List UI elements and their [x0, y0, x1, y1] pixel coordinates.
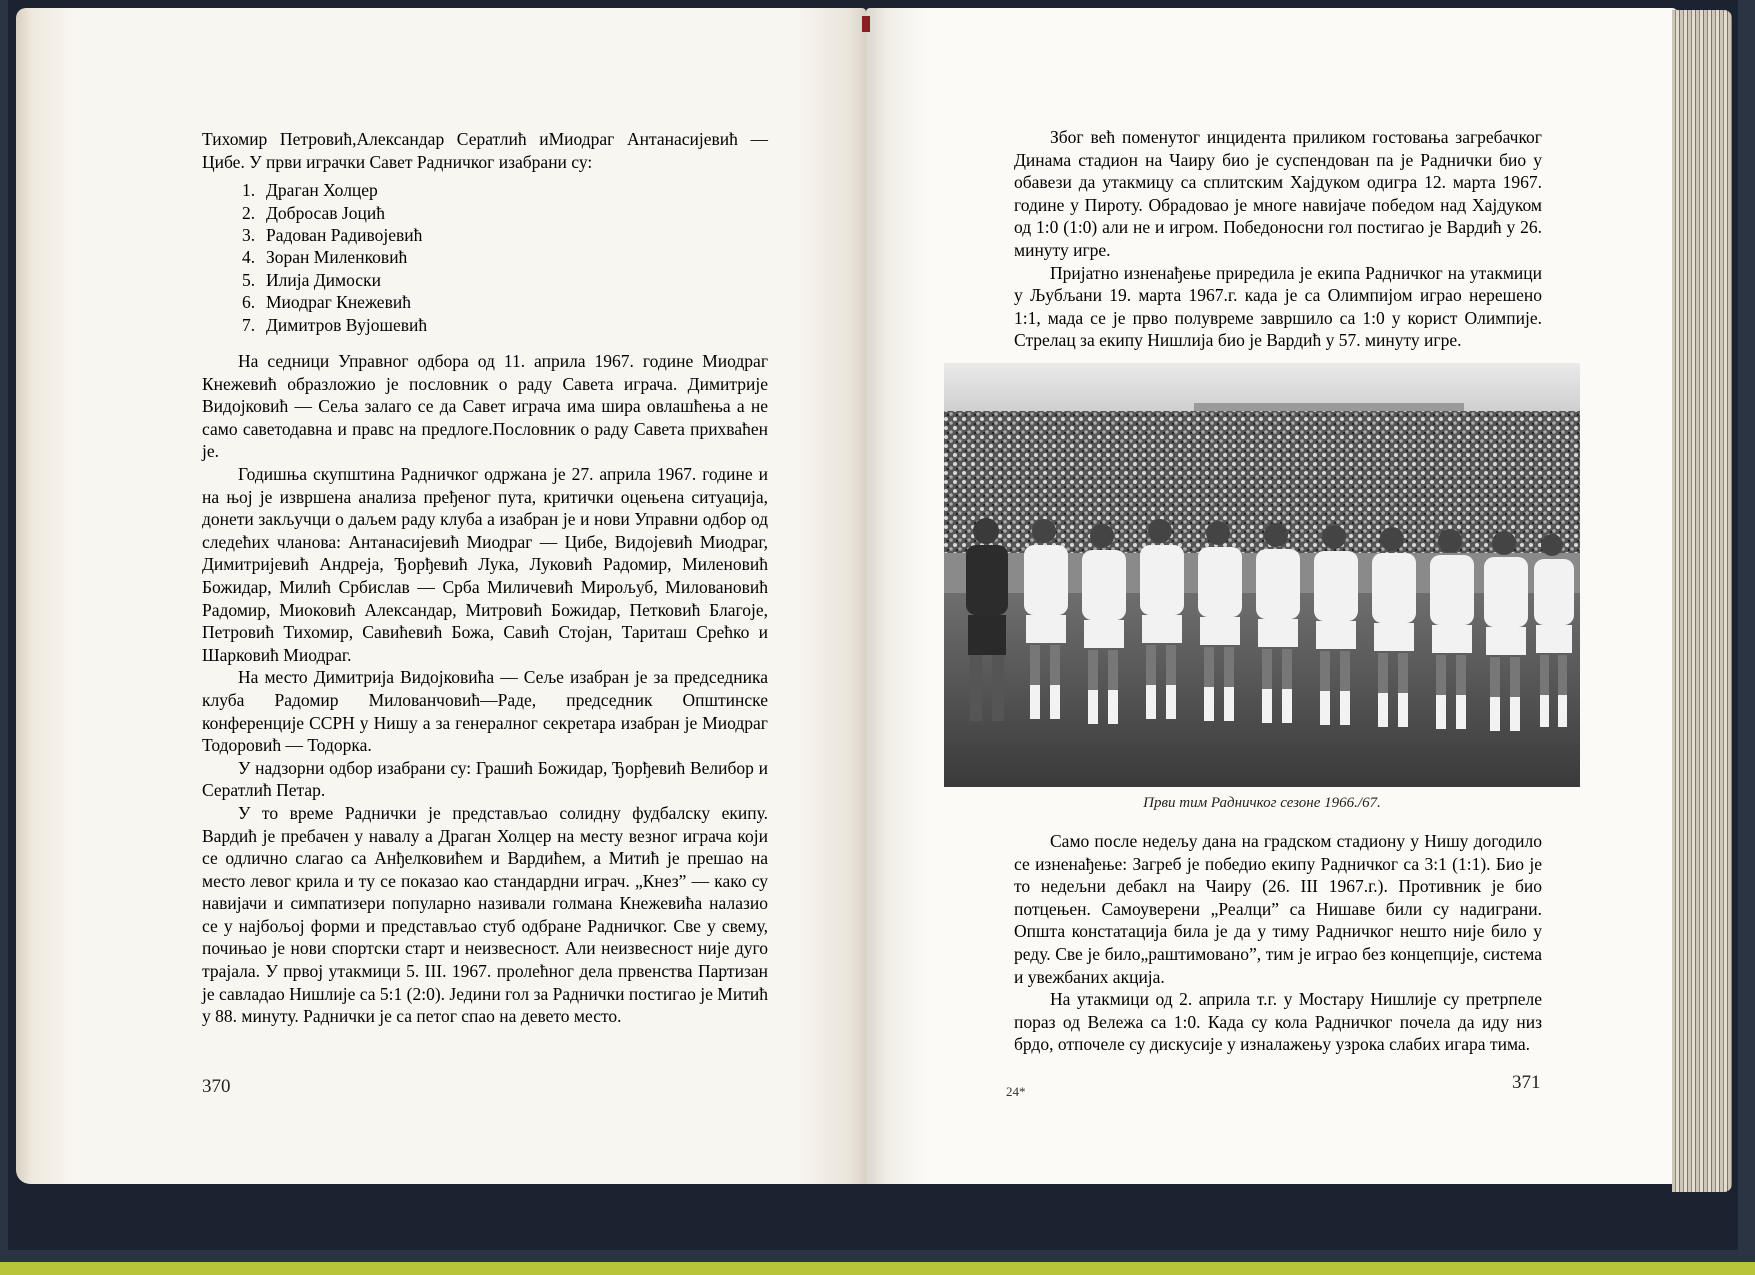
signature-mark: 24*: [1006, 1084, 1026, 1099]
team-photo-image: [944, 363, 1580, 787]
list-name: Радован Радивојевић: [266, 225, 423, 245]
intro-paragraph: Тихомир Петровић,Александар Сератлић иМиодраг Антанасијевић — Цибе. У први играчки Савет Радничког изабрани су:: [202, 129, 768, 172]
list-item: [242, 224, 768, 246]
list-name: Илија Димоски: [266, 269, 381, 290]
list-item: [242, 179, 768, 201]
page-number-left: 370: [202, 1076, 231, 1097]
right-page-bottom-body: [1014, 830, 1542, 1056]
team-photo: [944, 363, 1580, 787]
list-name: Добросав Јоцић: [266, 202, 385, 223]
list-name: Миодраг Кнежевић: [266, 292, 411, 313]
left-page-body: [202, 128, 768, 1028]
photo-caption: Први тим Радничког сезоне 1966./67.: [1143, 795, 1381, 811]
body-paragraph: На утакмици од 2. априла т.г. у Мостару Нишлије су претрпеле пораз од Вележа са 1:0. Када су кола Радничког почела да иду низ брдо, отпочеле су дискусије у изналажењу узрока слабих игара тима.: [1014, 989, 1542, 1055]
list-number: 5.: [242, 269, 256, 290]
body-paragraph: У надзорни одбор изабрани су: Грашић Божидар, Ђорђевић Велибор и Сератлић Петар.: [202, 757, 768, 801]
spine-ribbon: [862, 16, 870, 32]
body-paragraph: Само после недељу дана на градском стадиону у Нишу догодило се изненађење: Загреб је победио екипу Радничког са 3:1 (1:1). Био је то недељни дебакл на Чаиру (26. III 1967.г.). Противник је био потцењен. Самоуверени „Реалци” са Нишаве били су надиграни. Општа констатација била је да у тиму Радничког нешто није било у реду. Све је било„раштимовано”, тим је играо без концепције, система и увежбаних акција.: [1014, 831, 1542, 987]
body-paragraph: У то време Раднички је представљао солидну фудбалску екипу. Вардић је пребачен у навалу а Драган Холцер на месту везног играча који се одлично слагао са Анђелковићем и Вардићем, а Митић је прешао на место левог крила и ту се показао као стандардни играч. „Кнез” — како су навијачи и симпатизери популарно називали голмана Кнежевића налазио се у најбољој форми и представљао стуб одбране Радничког. Све у свему, почињао је нови спортски старт и неизвесност. Али неизвесност није дуго трајала. У првој утакмици 5. III. 1967. пролећног дела првенства Партизан је савладао Нишлије са 5:1 (2:0). Једини гол за Раднички постигао је Митић у 88. минуту. Раднички је са петог спао на девето место.: [202, 802, 768, 1027]
list-number: 6.: [242, 292, 256, 313]
list-item: [242, 291, 768, 313]
body-paragraph: На место Димитрија Видојковића — Сеље изабран је за председника клуба Радомир Милованчовић—Раде, председник Општинске конференције ССРН у Нишу а за генералног секретара изабран је Миодраг Тодоровић — Тодорка.: [202, 667, 768, 756]
list-name: Димитров Вујошевић: [266, 314, 428, 335]
body-paragraph: Годишња скупштина Радничког одржана је 27. априла 1967. године и на њој је извршена анализа пређеног пута, критички оцењена ситуација, донети закључци о даљем раду клуба а изабран је и нови Управни одбор од следећих чланова: Антанасијевић Миодраг — Цибе, Видојевић Миодраг, Димитријевић Андреја, Ђорђевић Лука, Луковић Радомир, Миленовић Божидар, Милић Србислав — Срба Миличевић Мирољуб, Миловановић Радомир, Миоковић Александар, Митровић Божидар, Петковић Благоје, Петровић Тихомир, Савићевић Божа, Савић Стојан, Тариташ Срећко и Шарковић Миодраг.: [202, 464, 768, 665]
body-paragraph: Због већ поменутог инцидента приликом гостовања загребачког Динама стадион на Чаиру био је суспендован па је Раднички био у обавези да утакмицу са сплитским Хајдуком одигра 12. марта 1967. године у Пироту. Обрадовао је многе навијаче победом над Хајдуком од 1:0 (1:0) али не и игром. Победоносни гол постигао је Вардић у 26. минуту игре.: [1014, 127, 1542, 260]
list-item: [242, 246, 768, 268]
list-number: 2.: [242, 202, 256, 223]
council-list: [202, 179, 768, 336]
list-item: [242, 269, 768, 291]
list-number: 7.: [242, 314, 256, 335]
list-item: [242, 202, 768, 224]
list-number: 3.: [242, 225, 256, 245]
body-paragraph: На седници Управног одбора од 11. априла 1967. године Миодраг Кнежевић образложио је пословник о раду Савета играча. Димитрије Видојковић — Сеља залаго се да Савет играча има шира овлашћења а не само саветодавна и правс на предлоге.Пословник о раду Савета прихваћен је.: [202, 351, 768, 462]
page-edges: [1672, 10, 1732, 1192]
page-number-right: 371: [1512, 1072, 1541, 1093]
list-name: Зоран Миленковић: [266, 247, 408, 268]
scanner-edge: [0, 1262, 1755, 1275]
body-paragraph: Пријатно изненађење приредила је екипа Радничког на утакмици у Љубљани 19. марта 1967.г. када је са Олимпијом играо нерешено 1:1, мада се је прво полувреме завршило са 1:0 у корист Олимпије. Стрелац за екипу Нишлија био је Вардић у 57. минуту игре.: [1014, 262, 1542, 351]
list-item: [242, 314, 768, 336]
list-number: 4.: [242, 247, 256, 268]
right-page-top-body: [1014, 126, 1542, 352]
list-name: Драган Холцер: [266, 180, 378, 201]
list-number: 1.: [242, 180, 256, 201]
